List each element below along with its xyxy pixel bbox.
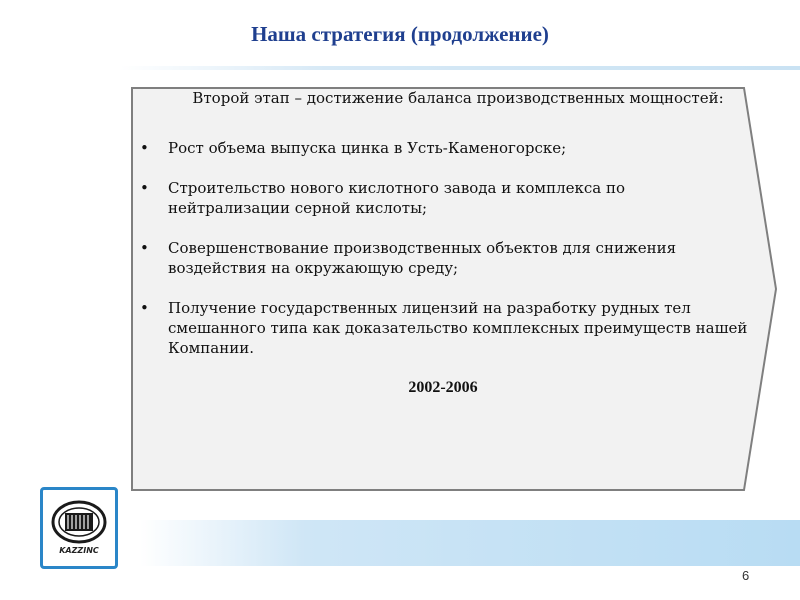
- footer-band: [140, 520, 800, 566]
- list-item: [138, 298, 748, 358]
- stage-heading: Второй этап – достижение баланса производственных мощностей:: [192, 89, 724, 107]
- list-item: [138, 238, 748, 278]
- bullet-text: Получение государственных лицензий на разработку рудных тел смешанного типа как доказательство комплексных преимуществ нашей Компании.: [168, 299, 748, 357]
- bullet-icon: •: [140, 179, 149, 197]
- years-range: 2002-2006: [408, 379, 478, 396]
- bullet-text: Рост объема выпуска цинка в Усть-Каменогорске;: [168, 139, 567, 157]
- bullet-text: Строительство нового кислотного завода и комплекса по нейтрализации серной кислоты;: [168, 179, 626, 217]
- title-divider: [120, 66, 800, 70]
- bullet-icon: •: [140, 299, 149, 317]
- bullet-text: Совершенствование производственных объектов для снижения воздействия на окружающую среду;: [168, 239, 677, 277]
- strategy-content: [138, 88, 748, 398]
- slide-title: Наша стратегия (продолжение): [251, 22, 549, 46]
- bullet-icon: •: [140, 139, 149, 157]
- bullet-icon: •: [140, 239, 149, 257]
- list-item: [138, 178, 748, 218]
- strategy-bullets: [138, 138, 748, 358]
- page-number: 6: [742, 568, 750, 583]
- logo-text: KAZZINC: [59, 546, 99, 555]
- kazzinc-logo-icon: [51, 500, 107, 544]
- company-logo: [40, 487, 118, 569]
- list-item: [138, 138, 748, 158]
